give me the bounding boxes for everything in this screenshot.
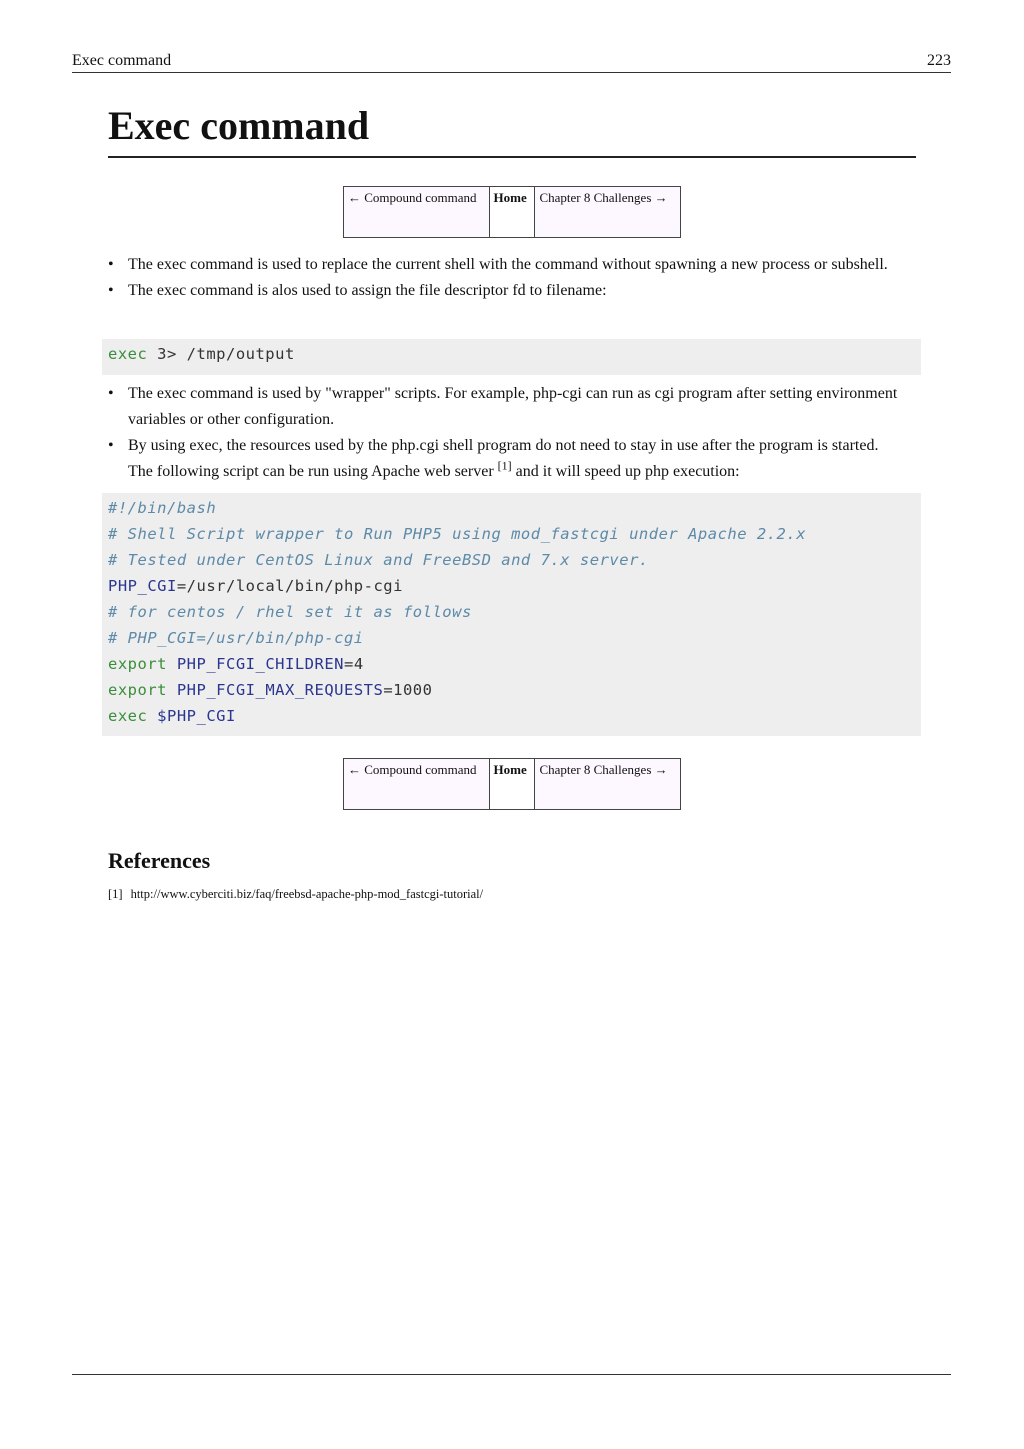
code-keyword: export: [108, 655, 167, 673]
code-line: [108, 651, 921, 677]
code-variable: PHP_CGI: [108, 577, 177, 595]
list-item: [108, 433, 898, 485]
nav-prev-link[interactable]: ← Compound command: [344, 759, 490, 810]
code-block-1: [102, 339, 921, 375]
bullet-list-2: [108, 381, 898, 485]
code-keyword: exec: [108, 707, 148, 725]
list-item-text: and it will speed up php execution:: [511, 463, 740, 480]
nav-next-link[interactable]: Chapter 8 Challenges →: [535, 759, 681, 810]
list-item: • The exec command is used by "wrapper" scripts. For example, php-cgi can run as cgi program after setting environment variables or other configuration.: [108, 381, 898, 433]
code-keyword: exec: [108, 345, 148, 363]
code-line: [108, 573, 921, 599]
header-rule: [72, 72, 951, 73]
references-heading: References: [108, 848, 211, 873]
code-line: # for centos / rhel set it as follows: [108, 603, 472, 621]
code-line: # Tested under CentOS Linux and FreeBSD and 7.x server.: [108, 551, 649, 569]
code-line: # PHP_CGI=/usr/bin/php-cgi: [108, 629, 364, 647]
page-number: 223: [927, 52, 951, 69]
title-rule: [108, 156, 916, 158]
list-item: • The exec command is used to replace the current shell with the command without spawning a new process or subshell.: [108, 252, 898, 278]
code-variable: $PHP_CGI: [157, 707, 236, 725]
reference-number: [1]: [108, 887, 123, 901]
citation-link[interactable]: [1]: [497, 458, 512, 473]
code-line: #!/bin/bash: [108, 499, 217, 517]
code-text: =4: [343, 655, 364, 673]
code-line: [108, 677, 921, 703]
nav-home-link[interactable]: Home: [489, 187, 535, 238]
nav-next-link[interactable]: Chapter 8 Challenges →: [535, 187, 681, 238]
list-item: • The exec command is alos used to assign the file descriptor fd to filename:: [108, 278, 898, 304]
code-text: 3> /tmp/output: [147, 345, 295, 363]
nav-table-top: [343, 186, 681, 238]
bullet-list-1: [108, 252, 898, 304]
nav-table-bottom: [343, 758, 681, 810]
code-variable: PHP_FCGI_MAX_REQUESTS: [176, 681, 384, 699]
code-line: [108, 341, 921, 367]
page-title: Exec command: [108, 103, 370, 148]
code-variable: PHP_FCGI_CHILDREN: [176, 655, 344, 673]
code-keyword: export: [108, 681, 167, 699]
reference-list: [108, 885, 483, 903]
list-item-text: By using exec, the resources used by the php.cgi shell program do not need to stay in use after the program is started. The following script can be run using Apache web server: [128, 437, 879, 480]
code-block-2: [102, 493, 921, 736]
code-line: [108, 703, 921, 729]
nav-home-link[interactable]: Home: [489, 759, 535, 810]
reference-link[interactable]: http://www.cyberciti.biz/faq/freebsd-apache-php-mod_fastcgi-tutorial/: [130, 887, 484, 901]
running-header-title: Exec command: [72, 52, 172, 69]
footer-rule: [72, 1374, 951, 1375]
running-header: [72, 52, 951, 70]
code-text: =1000: [383, 681, 433, 699]
nav-prev-link[interactable]: ← Compound command: [344, 187, 490, 238]
code-text: =/usr/local/bin/php-cgi: [176, 577, 403, 595]
code-line: # Shell Script wrapper to Run PHP5 using mod_fastcgi under Apache 2.2.x: [108, 525, 807, 543]
reference-item: [108, 885, 483, 903]
